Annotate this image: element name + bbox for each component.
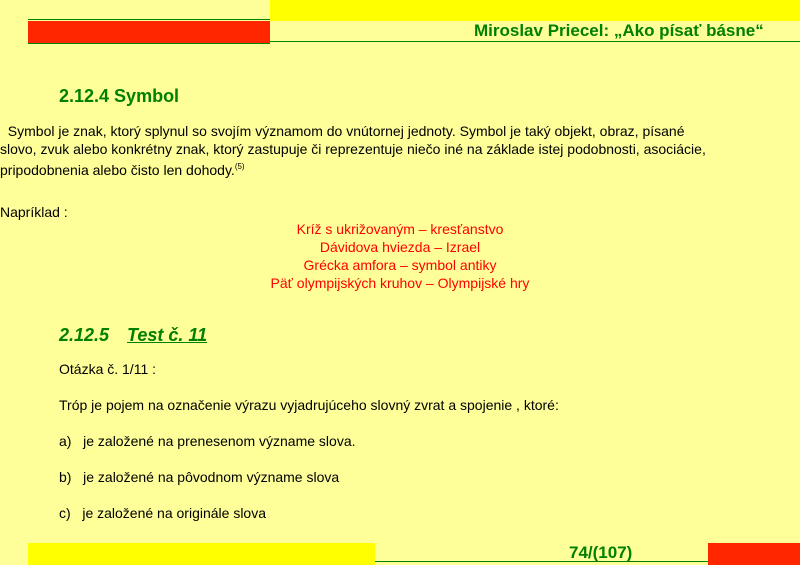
paragraph-line-text: pripodobnenia alebo čisto len dohody. (0, 162, 235, 178)
document-title: Miroslav Priecel: „Ako písať básne“ (474, 21, 764, 40)
test-link[interactable]: Test č. 11 (127, 325, 208, 345)
footer-bar-yellow (28, 543, 375, 565)
answer-option-b[interactable]: b) je založené na pôvodnom význame slova (59, 469, 340, 485)
footer-bar-red (708, 543, 800, 565)
header-divider (270, 41, 800, 42)
example-item: Kríž s ukrižovaným – kresťanstvo (296, 221, 504, 237)
question-text: Tróp je pojem na označenie výrazu vyjadrujúceho slovný zvrat a spojenie , ktoré: (59, 397, 559, 413)
header-divider (28, 43, 270, 44)
example-item: Dávidova hviezda – Izrael (319, 239, 481, 255)
paragraph-line: slovo, zvuk alebo konkrétny znak, ktorý zastupuje či reprezentuje niečo iné na základe istej podobnosti, asociácie, (0, 141, 706, 157)
paragraph-line: Symbol je znak, ktorý splynul so svojím významom do vnútornej jednoty. Symbol je taký objekt, obraz, písané (0, 123, 685, 139)
header-bar-yellow (270, 0, 800, 21)
footnote-reference[interactable]: (5) (234, 162, 245, 171)
page-number: 74/(107) (569, 543, 633, 562)
paragraph-line (0, 158, 800, 179)
example-item: Grécka amfora – symbol antiky (303, 257, 497, 273)
section-heading-test (59, 325, 207, 346)
answer-option-c[interactable]: c) je založené na originále slova (59, 505, 267, 521)
question-label: Otázka č. 1/11 : (59, 361, 157, 377)
section-heading-symbol: 2.12.4 Symbol (59, 86, 180, 106)
footer-divider (375, 561, 708, 562)
symbol-paragraph (0, 122, 800, 179)
section-number: 2.12.5 (59, 325, 110, 345)
header-divider (28, 19, 270, 20)
header-bar-red (28, 21, 270, 43)
answer-option-a[interactable]: a) je založené na prenesenom význame slova. (59, 433, 356, 449)
example-list (200, 220, 600, 292)
example-label: Napríklad : (0, 204, 68, 220)
example-item: Päť olympijských kruhov – Olympijské hry (270, 275, 530, 291)
